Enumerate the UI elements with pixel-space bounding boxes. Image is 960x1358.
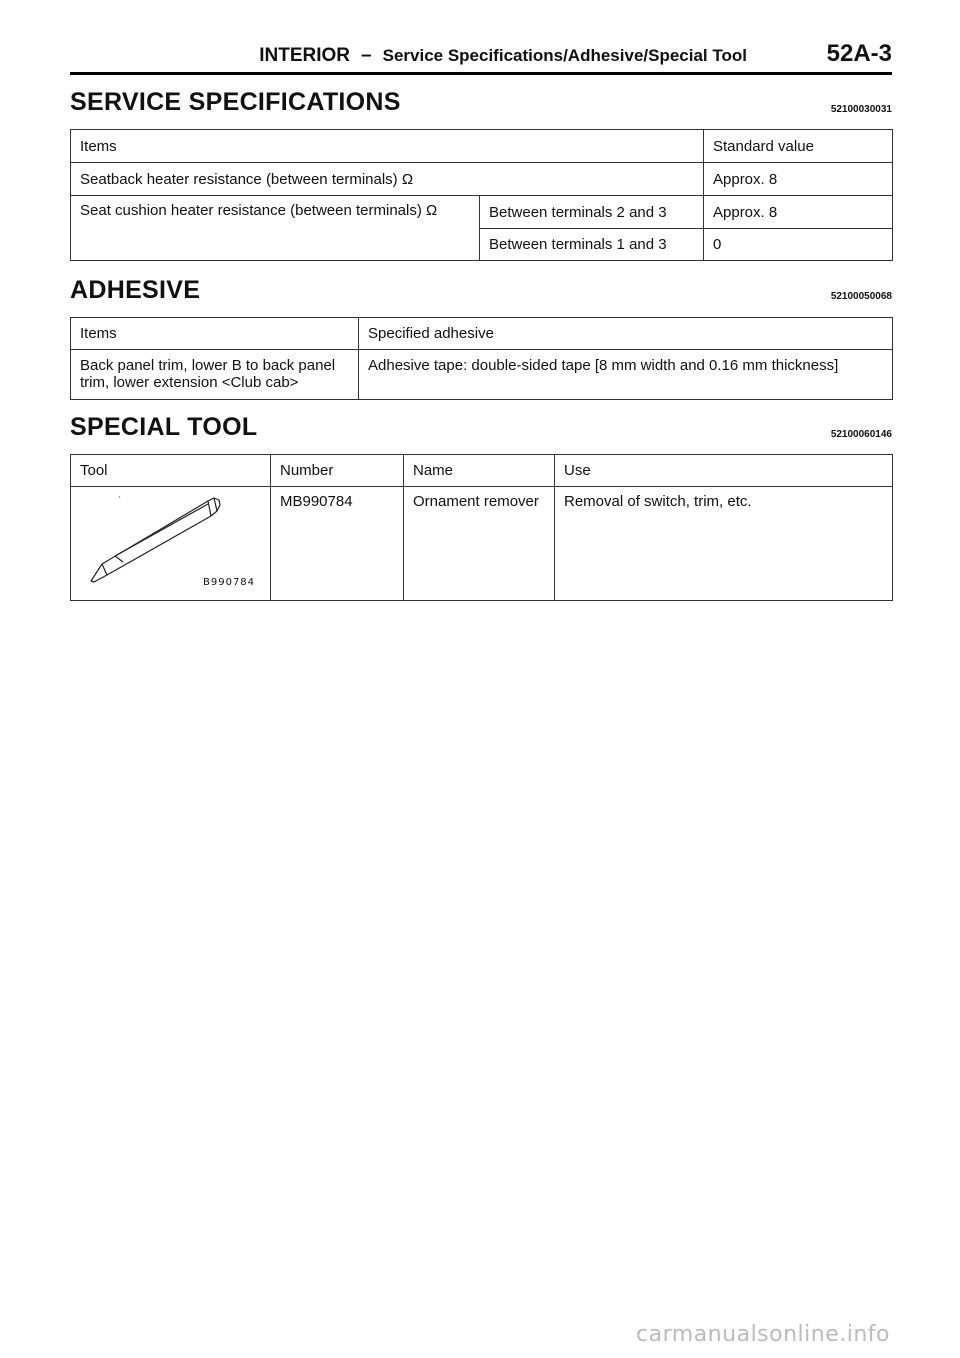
header-title — [259, 45, 747, 67]
service-specifications-code: 52100030031 — [830, 104, 892, 115]
page-number: 52A-3 — [826, 40, 892, 67]
spec-subitem: Between terminals 2 and 3 — [480, 196, 704, 229]
tool-image-label: B990784 — [203, 577, 256, 588]
spec-item: Seatback heater resistance (between terminals) Ω — [71, 163, 704, 196]
spec-value: Approx. 8 — [704, 196, 893, 229]
tool-use: Removal of switch, trim, etc. — [555, 487, 893, 601]
tool-name: Ornament remover — [404, 487, 555, 601]
header-number: Number — [271, 455, 404, 487]
service-specifications-table — [70, 129, 893, 261]
header-subtitle: Service Specifications/Adhesive/Special Tool — [382, 46, 747, 65]
table-row — [71, 350, 893, 400]
special-tool-table — [70, 454, 893, 601]
special-tool-code: 52100060146 — [830, 429, 892, 440]
spec-value: Approx. 8 — [704, 163, 893, 196]
header-use: Use — [555, 455, 893, 487]
tool-number: MB990784 — [271, 487, 404, 601]
spec-value: 0 — [704, 229, 893, 261]
spec-item: Seat cushion heater resistance (between terminals) Ω — [71, 196, 480, 261]
adhesive-code: 52100050068 — [830, 291, 892, 302]
table-row — [71, 487, 893, 601]
header-name: Name — [404, 455, 555, 487]
adhesive-table — [70, 317, 893, 400]
header-items: Items — [71, 130, 704, 163]
header-section: INTERIOR — [259, 45, 350, 66]
table-row — [71, 163, 893, 196]
spec-subitem: Between terminals 1 and 3 — [480, 229, 704, 261]
header-tool: Tool — [71, 455, 271, 487]
header-dash: – — [361, 45, 372, 66]
table-header-row — [71, 130, 893, 163]
adhesive-spec: Adhesive tape: double-sided tape [8 mm width and 0.16 mm thickness] — [359, 350, 893, 400]
tool-image-cell — [71, 487, 271, 601]
table-row — [71, 196, 893, 229]
header-standard-value: Standard value — [704, 130, 893, 163]
header-specified-adhesive: Specified adhesive — [359, 318, 893, 350]
ornament-remover-illustration — [71, 487, 271, 600]
footer-watermark: carmanualsonline.info — [636, 1322, 890, 1347]
table-header-row — [71, 318, 893, 350]
header-items: Items — [71, 318, 359, 350]
adhesive-title: ADHESIVE — [70, 276, 201, 304]
page-header — [70, 40, 892, 75]
table-header-row — [71, 455, 893, 487]
adhesive-item: Back panel trim, lower B to back panel trim, lower extension <Club cab> — [71, 350, 359, 400]
service-specifications-title: SERVICE SPECIFICATIONS — [70, 88, 401, 116]
special-tool-title: SPECIAL TOOL — [70, 413, 258, 441]
